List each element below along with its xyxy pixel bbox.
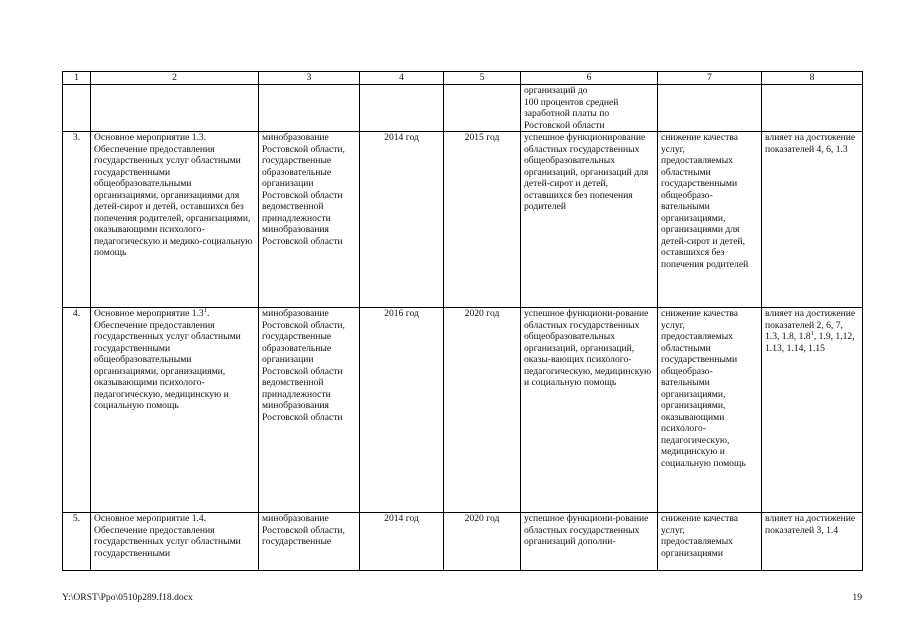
table-row	[63, 513, 863, 571]
start-year-cell: 2014 год	[360, 132, 444, 308]
measure-title: Основное мероприятие 1.4.	[94, 513, 207, 524]
expected-result-cell: успешное функционирование областных государственных общеобразовательных организаций, организаций для детей-сирот и детей, оставшихся без попечения родителей	[521, 132, 658, 308]
col-header-6: 6	[521, 72, 658, 85]
file-path-footer: Y:\ORST\Ppo\0510p289.f18.docx	[62, 592, 193, 603]
row-number: 3.	[63, 132, 91, 308]
measure-title: Основное мероприятие 1.3	[94, 308, 204, 319]
measure-description: Обеспечение предоставления государственных услуг областными государственными	[94, 524, 241, 559]
col-header-8: 8	[762, 72, 863, 85]
col-header-5: 5	[444, 72, 521, 85]
executor-cell: минобразование Ростовской области, государственные образовательные организации Ростовской области ведомственной принадлежности минобразования Ростовской области	[259, 308, 360, 513]
executor-cell: минобразование Ростовской области, государственные образовательные организации Ростовской области ведомственной принадлежности минобразования Ростовской области	[259, 132, 360, 308]
measure-cell: Основное мероприятие $1.3^1$. Обеспечение предоставления государственных услуг областными государственными общеобразовательными организациями, организациями, оказывающими психолого-педагогическую, медицинскую и социальную помощь	[91, 308, 259, 513]
measure-description: Обеспечение предоставления государственных услуг областными государственными общеобразовательными организациями, организациями, оказывающими психолого-педагогическую, медицинскую и социальную помощь	[94, 319, 241, 411]
continuation-cell	[259, 85, 360, 132]
continuation-result-cell: организаций до 100 процентов средней заработной платы по Ростовской области	[521, 85, 658, 132]
row-number: 5.	[63, 513, 91, 571]
end-year-cell: 2020 год	[444, 513, 521, 571]
start-year-cell: 2016 год	[360, 308, 444, 513]
row-number: 4.	[63, 308, 91, 513]
indicator-link-tail: , 1.9, 1.12, 1.13, 1.14, 1.15	[765, 331, 855, 354]
col-header-4: 4	[360, 72, 444, 85]
column-number-row	[63, 72, 863, 85]
continuation-row	[63, 85, 863, 132]
expected-result-cell: успешное функциони-рование областных государственных общеобразовательных организаций, организаций, оказы-вающих психолого-педагогическую, медицинскую и социальную помощь	[521, 308, 658, 513]
continuation-cell	[762, 85, 863, 132]
page-number: 19	[852, 592, 862, 603]
indicator-link-cell: влияет на достижение показателей 4, 6, 1.3	[762, 132, 863, 308]
measure-title: Основное мероприятие 1.3.	[94, 132, 207, 143]
indicator-link-text: влияет на достижение показателей 2, 6, 7, 1.3, 1.8, 1.8	[765, 308, 856, 342]
executor-cell: минобразование Ростовской области, государственные	[259, 513, 360, 571]
col-header-3: 3	[259, 72, 360, 85]
continuation-cell	[360, 85, 444, 132]
measure-cell	[91, 513, 259, 571]
indicator-link-cell	[762, 308, 863, 513]
measure-description: Обеспечение предоставления государственных услуг областными государственными общеобразовательными организациями, организациями для детей-сирот и детей, оставшихся без попечения родителей, организациями, оказывающими психолого-педагогическую и медико-социальную помощь	[94, 143, 253, 258]
table-row	[63, 308, 863, 513]
activities-table	[62, 71, 863, 571]
table-row	[63, 132, 863, 308]
col-header-1: 1	[63, 72, 91, 85]
indicator-link-cell: влияет на достижение показателей 3, 1.4	[762, 513, 863, 571]
start-year-cell: 2014 год	[360, 513, 444, 571]
col-header-7: 7	[658, 72, 762, 85]
continuation-cell	[63, 85, 91, 132]
end-year-cell: 2020 год	[444, 308, 521, 513]
indicator-superscript: 1	[810, 329, 814, 337]
measure-cell	[91, 132, 259, 308]
consequence-cell: снижение качества услуг, предоставляемых областными государственными общеобразо-вательными организациями, организациями для детей-сирот и детей, оставшихся без попечения родителей	[658, 132, 762, 308]
col-header-2: 2	[91, 72, 259, 85]
continuation-cell	[444, 85, 521, 132]
expected-result-cell: успешное функциони-рование областных государственных организаций дополни-	[521, 513, 658, 571]
measure-title-superscript: 1	[203, 307, 207, 314]
continuation-cell	[658, 85, 762, 132]
consequence-cell: снижение качества услуг, предоставляемых областными государственными общеобразо-вательными организациями, организациями, оказывающими психолого-педагогическую, медицинскую и социальную помощь	[658, 308, 762, 513]
end-year-cell: 2015 год	[444, 132, 521, 308]
consequence-cell: снижение качества услуг, предоставляемых организациями	[658, 513, 762, 571]
continuation-cell	[91, 85, 259, 132]
